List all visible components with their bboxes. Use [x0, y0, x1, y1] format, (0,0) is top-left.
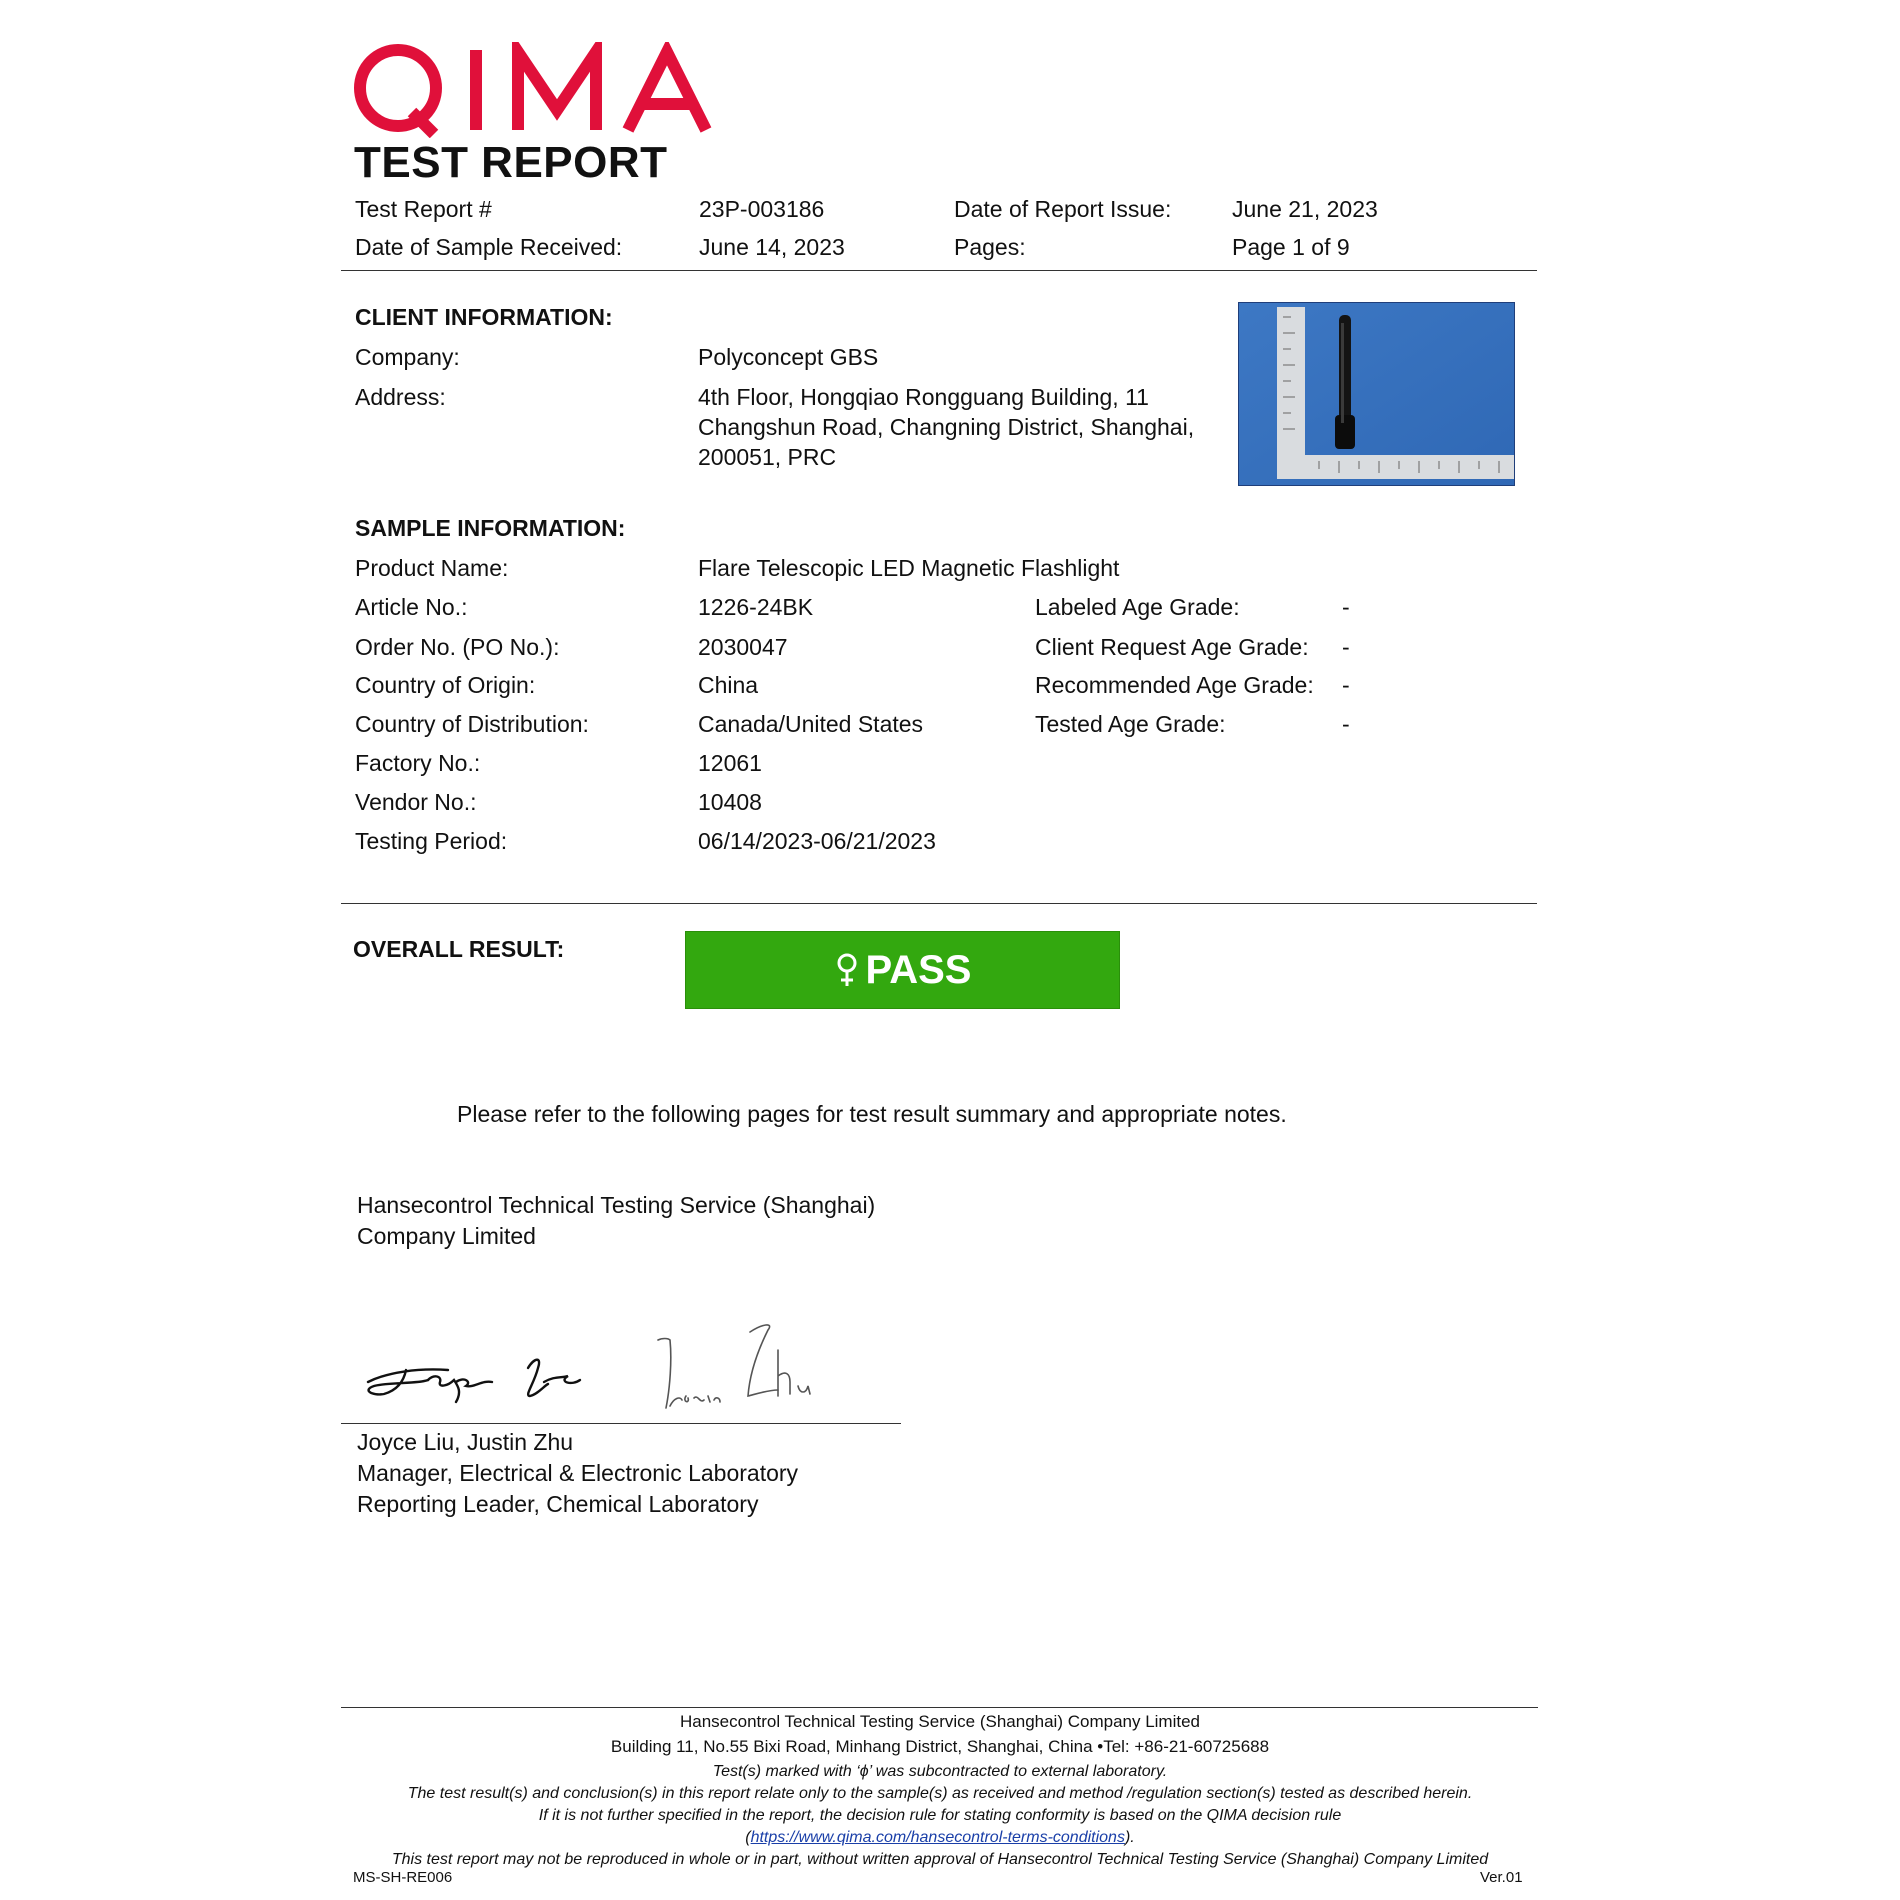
female-symbol-icon [834, 952, 860, 988]
origin-value: China [698, 672, 759, 698]
footer-company: Hansecontrol Technical Testing Service (Shanghai) Company Limited [679, 1712, 1201, 1731]
footer-note-results: The test result(s) and conclusion(s) in this report relate only to the sample(s) as received and method /regulation section(s) tested as described herein. [407, 1785, 1473, 1802]
pages-label: Pages: [954, 234, 1026, 260]
client-age-value: - [1342, 634, 1350, 660]
pages-value: Page 1 of 9 [1232, 234, 1350, 260]
signature-line [341, 1423, 901, 1424]
vendor-value: 10408 [698, 789, 762, 815]
report-title: TEST REPORT [354, 138, 668, 187]
signatory-role1: Manager, Electrical & Electronic Laboratory [357, 1460, 799, 1486]
sample-heading: SAMPLE INFORMATION: [355, 515, 626, 541]
client-age-label: Client Request Age Grade: [1035, 634, 1309, 660]
qima-logo [352, 42, 732, 138]
company-value: Polyconcept GBS [698, 344, 879, 370]
signatory-role2: Reporting Leader, Chemical Laboratory [357, 1491, 759, 1517]
terms-link[interactable]: https://www.qima.com/hansecontrol-terms-conditions [750, 1829, 1125, 1846]
client-heading: CLIENT INFORMATION: [355, 304, 613, 330]
address-label: Address: [355, 384, 446, 410]
product-value: Flare Telescopic LED Magnetic Flashlight [698, 555, 1120, 581]
footer-note-reproduction: This test report may not be reproduced in whole or in part, without written approval of Hansecontrol Technical Testing Service (Shanghai) Company Limited [391, 1851, 1489, 1868]
refer-note: Please refer to the following pages for test result summary and appropriate notes. [457, 1101, 1287, 1127]
terms-link-close: ). [1124, 1829, 1135, 1846]
doc-version: Ver.01 [1480, 1869, 1523, 1886]
received-date-label: Date of Sample Received: [355, 234, 623, 260]
result-pass-label: PASS [865, 947, 972, 992]
period-value: 06/14/2023-06/21/2023 [698, 828, 936, 854]
tested-age-label: Tested Age Grade: [1035, 711, 1226, 737]
report-no-value: 23P-003186 [699, 196, 825, 222]
article-label: Article No.: [355, 594, 468, 620]
header-divider [341, 270, 1537, 271]
recommended-age-value: - [1342, 672, 1350, 698]
received-date-value: June 14, 2023 [699, 234, 845, 260]
footer-terms-line [340, 1827, 1540, 1849]
result-heading: OVERALL RESULT: [353, 936, 565, 962]
order-label: Order No. (PO No.): [355, 634, 560, 660]
company-label: Company: [355, 344, 460, 370]
recommended-age-label: Recommended Age Grade: [1035, 672, 1314, 698]
issue-date-label: Date of Report Issue: [954, 196, 1172, 222]
vendor-label: Vendor No.: [355, 789, 477, 815]
handwritten-signatures-graphic [358, 1310, 828, 1420]
footer-note-decision: If it is not further specified in the report, the decision rule for stating conformity is based on the QIMA decision rule [538, 1807, 1342, 1824]
article-value: 1226-24BK [698, 594, 814, 620]
footer-note-subcontract: Test(s) marked with ‘ϕ’ was subcontracted to external laboratory. [712, 1763, 1168, 1780]
signatures [358, 1310, 828, 1420]
qima-logo-graphic [352, 42, 732, 138]
terms-link-open: ( [745, 1829, 751, 1846]
order-value: 2030047 [698, 634, 788, 660]
product-label: Product Name: [355, 555, 509, 581]
lab-name-line1: Hansecontrol Technical Testing Service (Shanghai) [357, 1192, 876, 1218]
doc-code: MS-SH-RE006 [353, 1869, 453, 1886]
labeled-age-label: Labeled Age Grade: [1035, 594, 1240, 620]
sample-photo [1238, 302, 1515, 486]
factory-value: 12061 [698, 750, 762, 776]
labeled-age-value: - [1342, 594, 1350, 620]
origin-label: Country of Origin: [355, 672, 536, 698]
footer-address: Building 11, No.55 Bixi Road, Minhang District, Shanghai, China •Tel: +86-21-60725688 [610, 1737, 1270, 1756]
distribution-label: Country of Distribution: [355, 711, 589, 737]
issue-date-value: June 21, 2023 [1232, 196, 1378, 222]
factory-label: Factory No.: [355, 750, 481, 776]
period-label: Testing Period: [355, 828, 508, 854]
lab-name-line2: Company Limited [357, 1223, 536, 1249]
report-no-label: Test Report # [355, 196, 492, 222]
address-value: 4th Floor, Hongqiao Rongguang Building, 11 Changshun Road, Changning District, Shanghai, 200051, PRC [698, 384, 1195, 470]
distribution-value: Canada/United States [698, 711, 924, 737]
sample-divider [341, 903, 1537, 904]
flashlight-photo-graphic [1239, 303, 1514, 485]
result-pass-badge [685, 931, 1120, 1009]
footer-divider [341, 1707, 1538, 1708]
signatory-names: Joyce Liu, Justin Zhu [357, 1429, 574, 1455]
tested-age-value: - [1342, 711, 1350, 737]
